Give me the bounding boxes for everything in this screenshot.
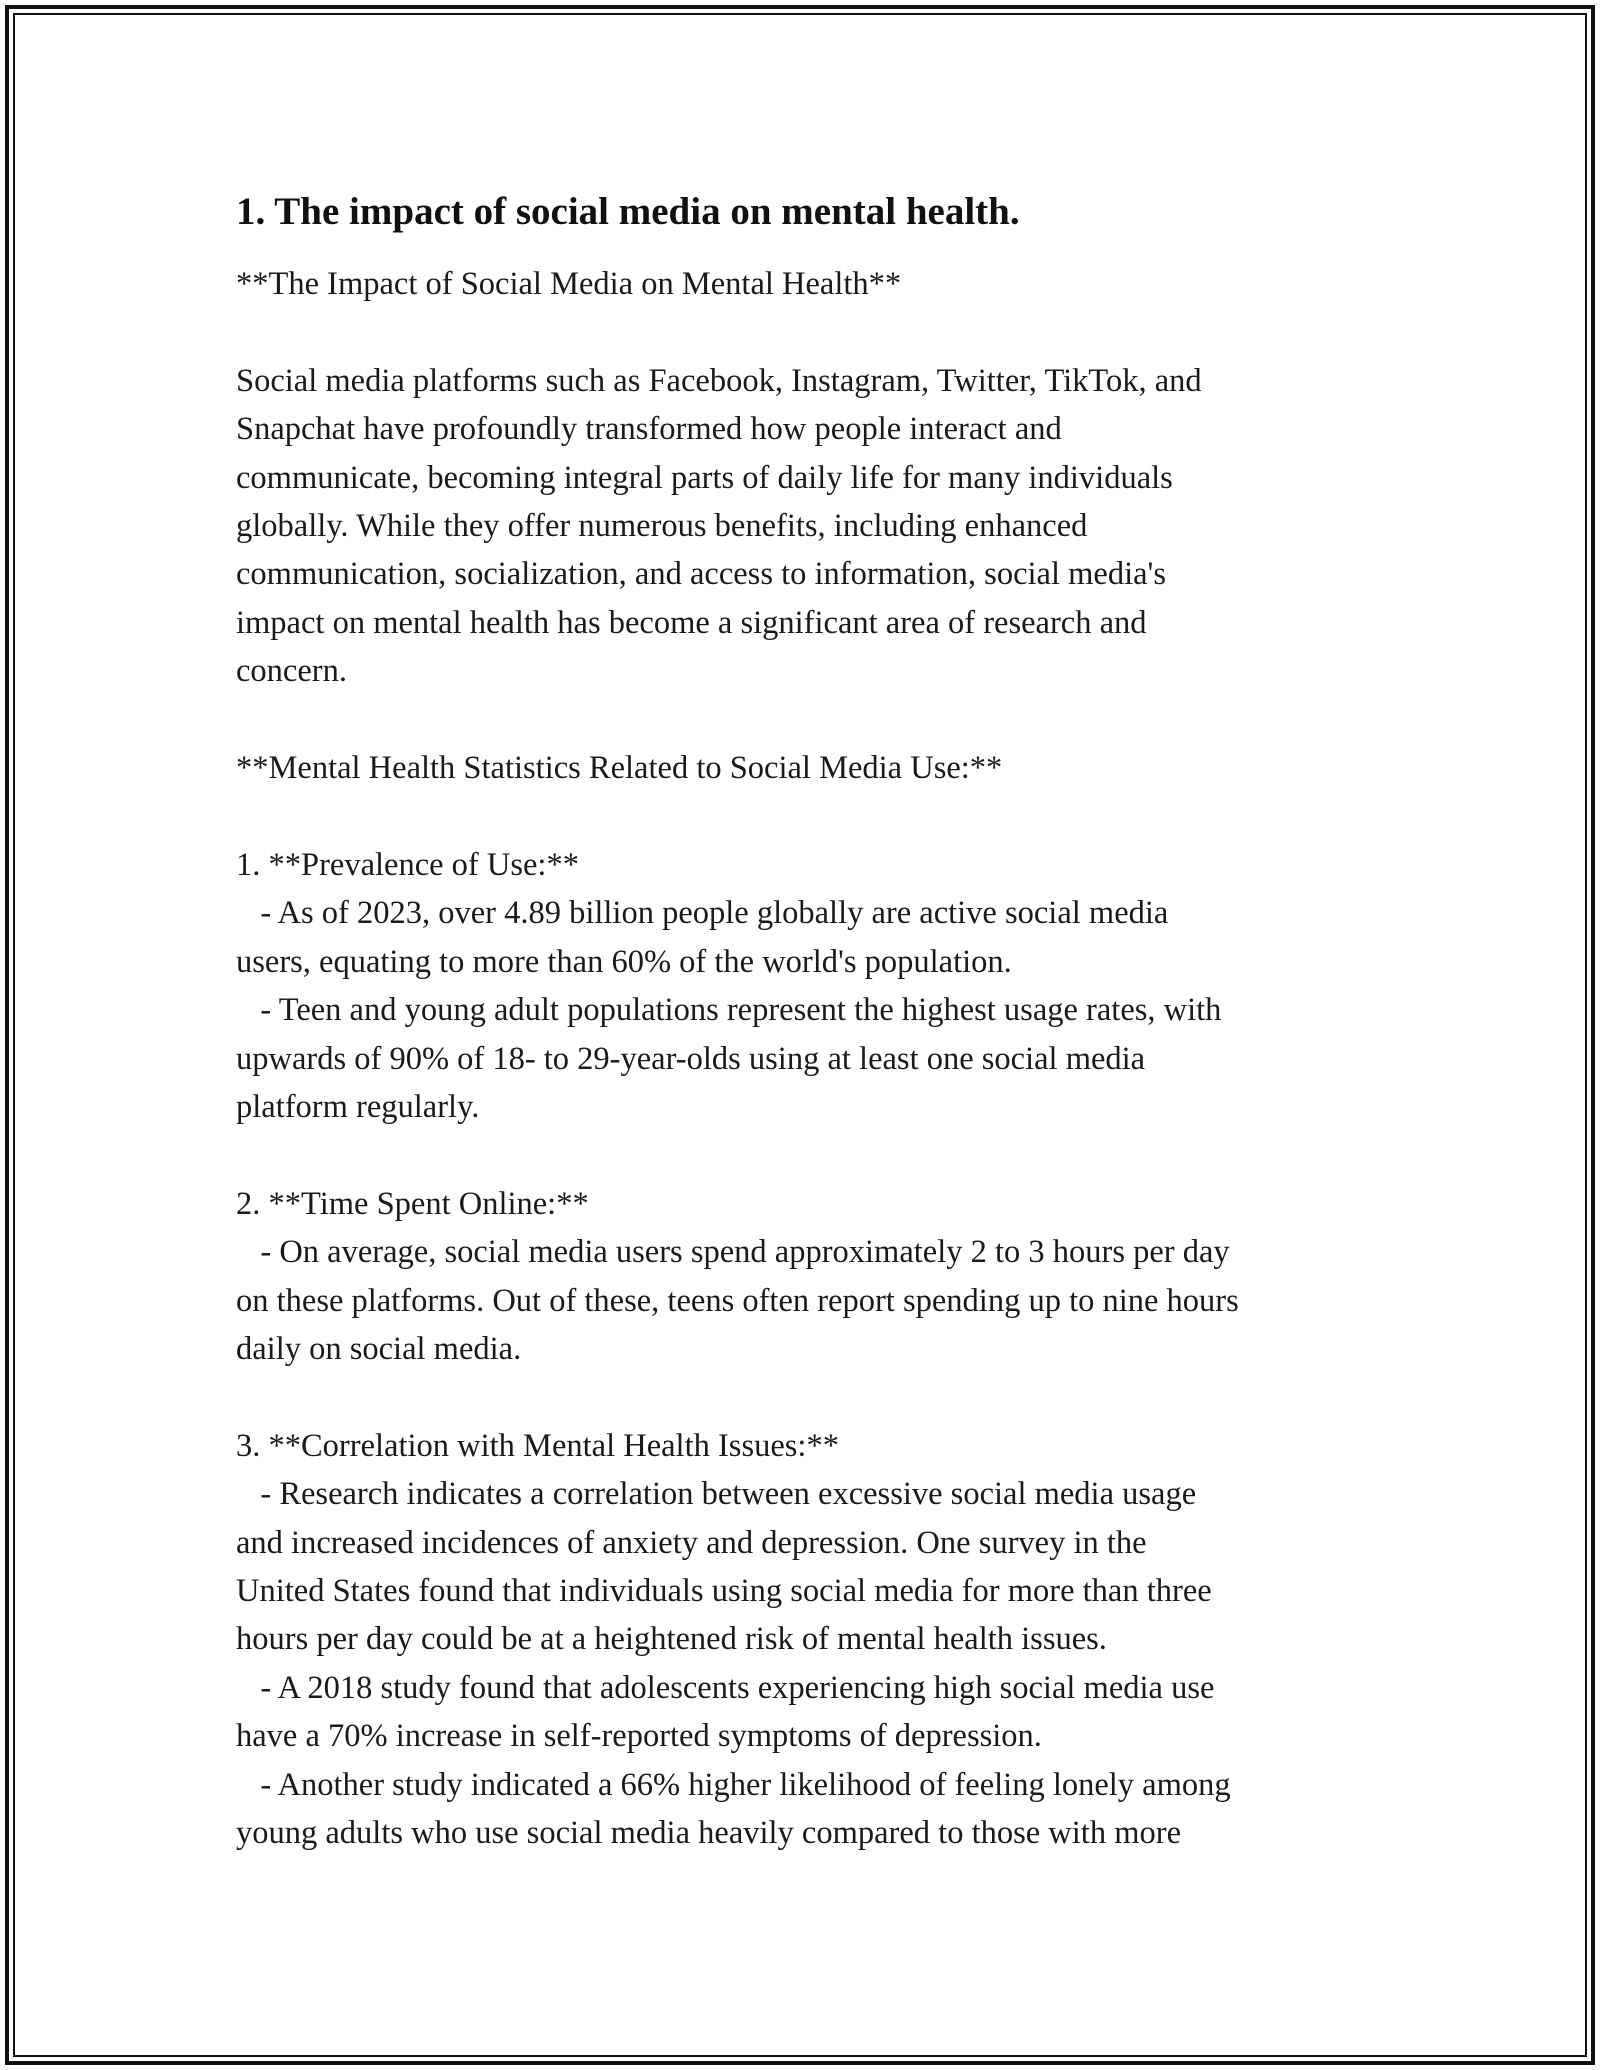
document-content bbox=[236, 186, 1416, 1857]
section-heading: 1. The impact of social media on mental health. bbox=[236, 190, 1020, 233]
body-text: **The Impact of Social Media on Mental Health** Social media platforms such as Facebook, Instagram, Twitter, TikTok, and Snapchat have profoundly transformed how people interact and communicate, becoming integral parts of daily life for many individuals globally. While they offer numerous benefits, including enhanced communication, socialization, and access to information, social media's impact on mental health has become a significant area of research and concern. **Mental Health Statistics Related to Social Media Use:** 1. **Prevalence of Use:** - As of 2023, over 4.89 billion people globally are active social media users, equating to more than 60% of the world's population. - Teen and young adult populations represent the highest usage rates, with upwards of 90% of 18- to 29-year-olds using at least one social media platform regularly. 2. **Time Spent Online:** - On average, social media users spend approximately 2 to 3 hours per day on these platforms. Out of these, teens often report spending up to nine hours daily on social media. 3. **Correlation with Mental Health Issues:** - Research indicates a correlation between excessive social media usage and increased incidences of anxiety and depression. One survey in the United States found that individuals using social media for more than three hours per day could be at a heightened risk of mental health issues. - A 2018 study found that adolescents experiencing high social media use have a 70% increase in self-reported symptoms of depression. - Another study indicated a 66% higher likelihood of feeling lonely among young adults who use social media heavily compared to those with more bbox=[236, 266, 1239, 1851]
